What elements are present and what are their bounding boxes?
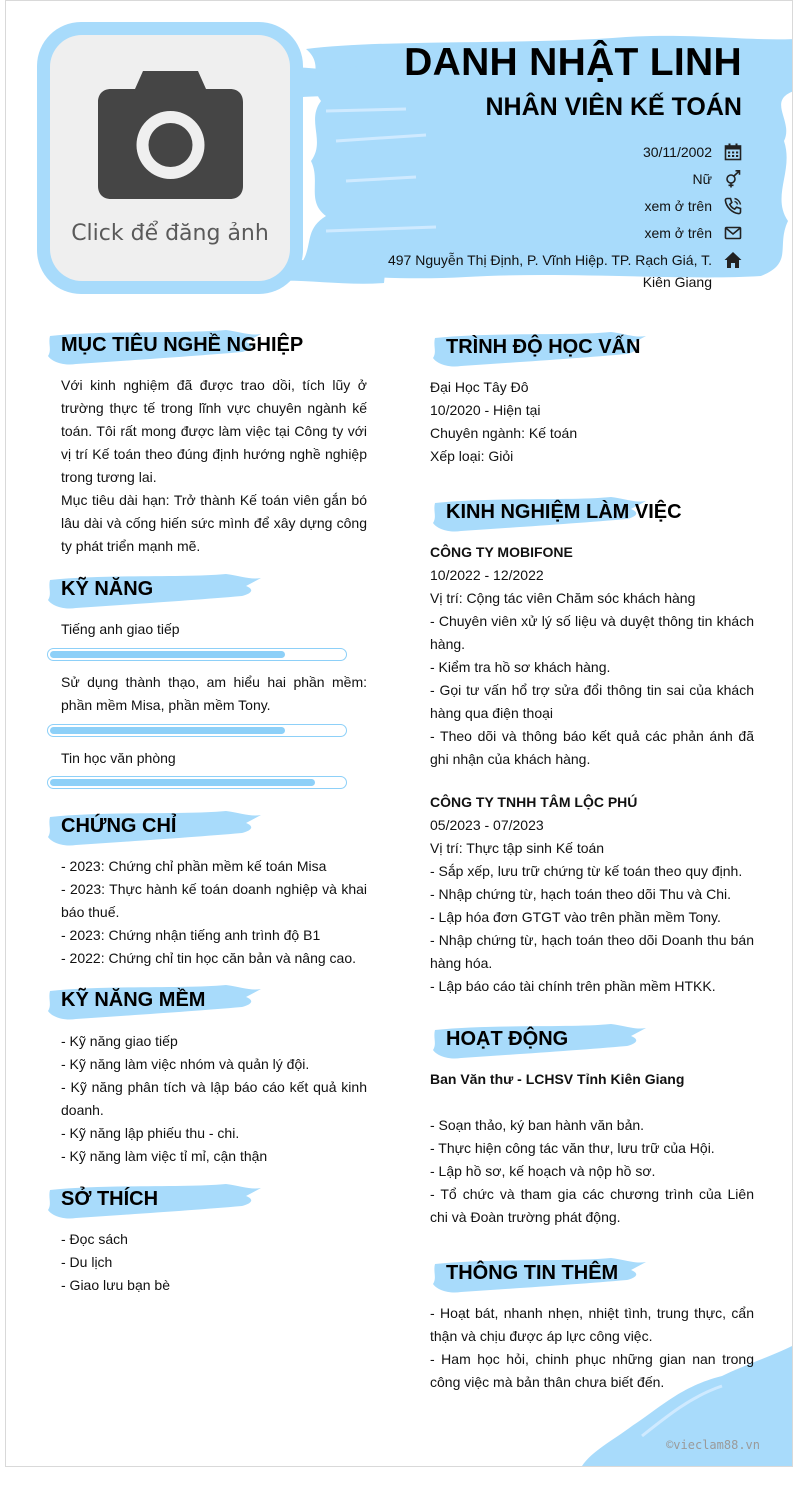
hobbies-list	[61, 1228, 367, 1297]
skill-bar-fill	[50, 651, 285, 658]
job-line: - Nhập chứng từ, hạch toán theo dõi Thu và Chi.	[430, 886, 731, 902]
skill-name: Tiếng anh giao tiếp	[61, 621, 180, 637]
list-item: - Giao lưu bạn bè	[61, 1277, 170, 1293]
list-item: - 2022: Chứng chỉ tin học căn bản và nâng cao.	[61, 950, 357, 966]
list-item: - Đọc sách	[61, 1231, 128, 1247]
soft-skills-heading	[46, 981, 266, 1019]
job-entry	[430, 791, 754, 998]
skill-bar-fill	[50, 779, 315, 786]
job-line: - Nhập chứng từ, hạch toán theo dõi Doanh thu bán hàng hóa.	[430, 932, 754, 971]
job-line: Vị trí: Thực tập sinh Kế toán	[430, 840, 605, 856]
email-row	[644, 222, 742, 244]
skill-bar	[47, 776, 347, 789]
list-item: - Thực hiện công tác văn thư, lưu trữ của Hội.	[430, 1140, 715, 1156]
list-item: - Kỹ năng giao tiếp	[61, 1033, 178, 1049]
education-heading	[431, 328, 651, 366]
photo-caption: Click để đăng ảnh	[71, 221, 269, 246]
job-line: - Chuyên viên xử lý số liệu và duyệt thông tin khách hàng.	[430, 613, 754, 652]
job-line: Vị trí: Cộng tác viên Chăm sóc khách hàng	[430, 590, 696, 606]
objective-text	[61, 374, 367, 558]
list-item: - Tổ chức và tham gia các chương trình của Liên chi và Đoàn trường phát động.	[430, 1186, 754, 1225]
list-item: - Hoạt bát, nhanh nhẹn, nhiệt tình, trung thực, cẩn thận và chịu được áp lực công việc.	[430, 1305, 754, 1344]
school-name: Đại Học Tây Đô	[430, 379, 529, 395]
gender-row	[693, 168, 742, 190]
job-entry	[430, 541, 754, 771]
resume-page	[5, 0, 793, 1467]
education-period: 10/2020 - Hiện tại	[430, 402, 541, 418]
experience-title: KINH NGHIỆM LÀM VIỆC	[446, 501, 682, 523]
objective-title: MỤC TIÊU NGHỀ NGHIỆP	[61, 334, 304, 356]
birthday-row	[643, 141, 742, 163]
job-line: - Lập hóa đơn GTGT vào trên phần mềm Tony.	[430, 909, 721, 925]
skill-bar	[47, 724, 347, 737]
list-item: - Lập hồ sơ, kế hoạch và nộp hồ sơ.	[430, 1163, 656, 1179]
education-details	[430, 376, 754, 468]
skills-heading	[46, 570, 266, 608]
address-row	[372, 249, 742, 293]
calendar-icon	[724, 143, 742, 161]
education-title: TRÌNH ĐỘ HỌC VẤN	[446, 336, 641, 358]
phone-icon	[724, 197, 742, 215]
gender-text: Nữ	[692, 171, 712, 187]
job-line: - Kiểm tra hồ sơ khách hàng.	[430, 659, 611, 675]
additional-details	[430, 1302, 754, 1394]
list-item: - Kỹ năng làm việc tỉ mỉ, cận thận	[61, 1148, 268, 1164]
activities-title: HOẠT ĐỘNG	[446, 1028, 569, 1050]
company-name: CÔNG TY MOBIFONE	[430, 544, 573, 560]
job-line: - Theo dõi và thông báo kết quả các phản ánh đã ghi nhận của khách hàng.	[430, 728, 754, 767]
experience-heading	[431, 493, 682, 531]
camera-icon	[98, 71, 243, 199]
watermark: ©vieclam88.vn	[666, 1438, 760, 1452]
birthday-text: 30/11/2002	[642, 144, 712, 160]
additional-title: THÔNG TIN THÊM	[446, 1262, 619, 1284]
education-grade: Xếp loại: Giỏi	[430, 448, 514, 464]
soft-skills-title: KỸ NĂNG MỀM	[61, 989, 206, 1011]
full-name: DANH NHẬT LINH	[404, 41, 742, 84]
email-icon	[724, 224, 742, 242]
photo-upload-frame[interactable]	[37, 22, 303, 294]
skill-bar	[47, 648, 347, 661]
list-item: - Soạn thảo, ký ban hành văn bản.	[430, 1117, 645, 1133]
photo-placeholder[interactable]	[50, 35, 290, 281]
skill-bar-fill	[50, 727, 285, 734]
phone-row	[644, 195, 742, 217]
list-item: - Kỹ năng làm việc nhóm và quản lý đội.	[61, 1056, 310, 1072]
education-major: Chuyên ngành: Kế toán	[430, 425, 578, 441]
hobbies-title: SỞ THÍCH	[61, 1188, 159, 1210]
certificates-title: CHỨNG CHỈ	[61, 815, 177, 837]
spacer	[430, 1091, 754, 1114]
soft-skills-list	[61, 1030, 367, 1168]
hobbies-heading	[46, 1180, 266, 1218]
activities-details	[430, 1068, 754, 1229]
skills-title: KỸ NĂNG	[61, 578, 154, 600]
objective-heading	[46, 326, 304, 364]
list-item: - 2023: Chứng nhận tiếng anh trình độ B1	[61, 927, 321, 943]
objective-paragraph: Mục tiêu dài hạn: Trở thành Kế toán viên gắn bó lâu dài và cống hiến sức mình để xây dựng công ty phát triển mạnh mẽ.	[61, 492, 367, 554]
job-line: - Sắp xếp, lưu trữ chứng từ kế toán theo quy định.	[430, 863, 743, 879]
job-period: 10/2022 - 12/2022	[430, 567, 544, 583]
additional-heading	[431, 1254, 651, 1292]
list-item: - Ham học hỏi, chinh phục những gian nan trong công việc mà bản thân chưa biết đến.	[430, 1351, 754, 1390]
home-icon	[724, 251, 742, 269]
address-text: 497 Nguyễn Thị Định, P. Vĩnh Hiệp. TP. Rạch Giá, T. Kiên Giang	[387, 252, 712, 290]
job-period: 05/2023 - 07/2023	[430, 817, 544, 833]
list-item: - 2023: Thực hành kế toán doanh nghiệp và khai báo thuế.	[61, 881, 367, 920]
job-title: NHÂN VIÊN KẾ TOÁN	[485, 93, 742, 121]
activities-heading	[431, 1020, 651, 1058]
email-text: xem ở trên	[644, 225, 712, 241]
job-line: - Lập báo cáo tài chính trên phần mềm HTKK.	[430, 978, 716, 994]
certificates-heading	[46, 807, 266, 845]
gender-icon	[724, 170, 742, 188]
objective-paragraph: Với kinh nghiệm đã được trao dồi, tích lũy ở trường thực tế trong lĩnh vực chuyên ngành kế toán. Tôi rất mong được làm việc tại Công ty với vị trí Kế toán theo đúng định hướng nghề nghiệp trong tương lai.	[61, 377, 367, 485]
certificates-list	[61, 855, 367, 970]
phone-text: xem ở trên	[644, 198, 712, 214]
job-line: - Gọi tư vấn hổ trợ sửa đổi thông tin sai của khách hàng qua điện thoại	[430, 682, 754, 721]
list-item: - 2023: Chứng chỉ phần mềm kế toán Misa	[61, 858, 327, 874]
company-name: CÔNG TY TNHH TÂM LỘC PHÚ	[430, 794, 638, 810]
list-item: - Kỹ năng lập phiếu thu - chi.	[61, 1125, 240, 1141]
skill-name: Tin học văn phòng	[61, 750, 176, 766]
list-item: - Kỹ năng phân tích và lập báo cáo kết quả kinh doanh.	[61, 1079, 367, 1118]
skill-name: Sử dụng thành thạo, am hiểu hai phần mềm: phần mềm Misa, phần mềm Tony.	[61, 674, 367, 713]
activity-org: Ban Văn thư - LCHSV Tỉnh Kiên Giang	[430, 1071, 685, 1087]
list-item: - Du lịch	[61, 1254, 113, 1270]
